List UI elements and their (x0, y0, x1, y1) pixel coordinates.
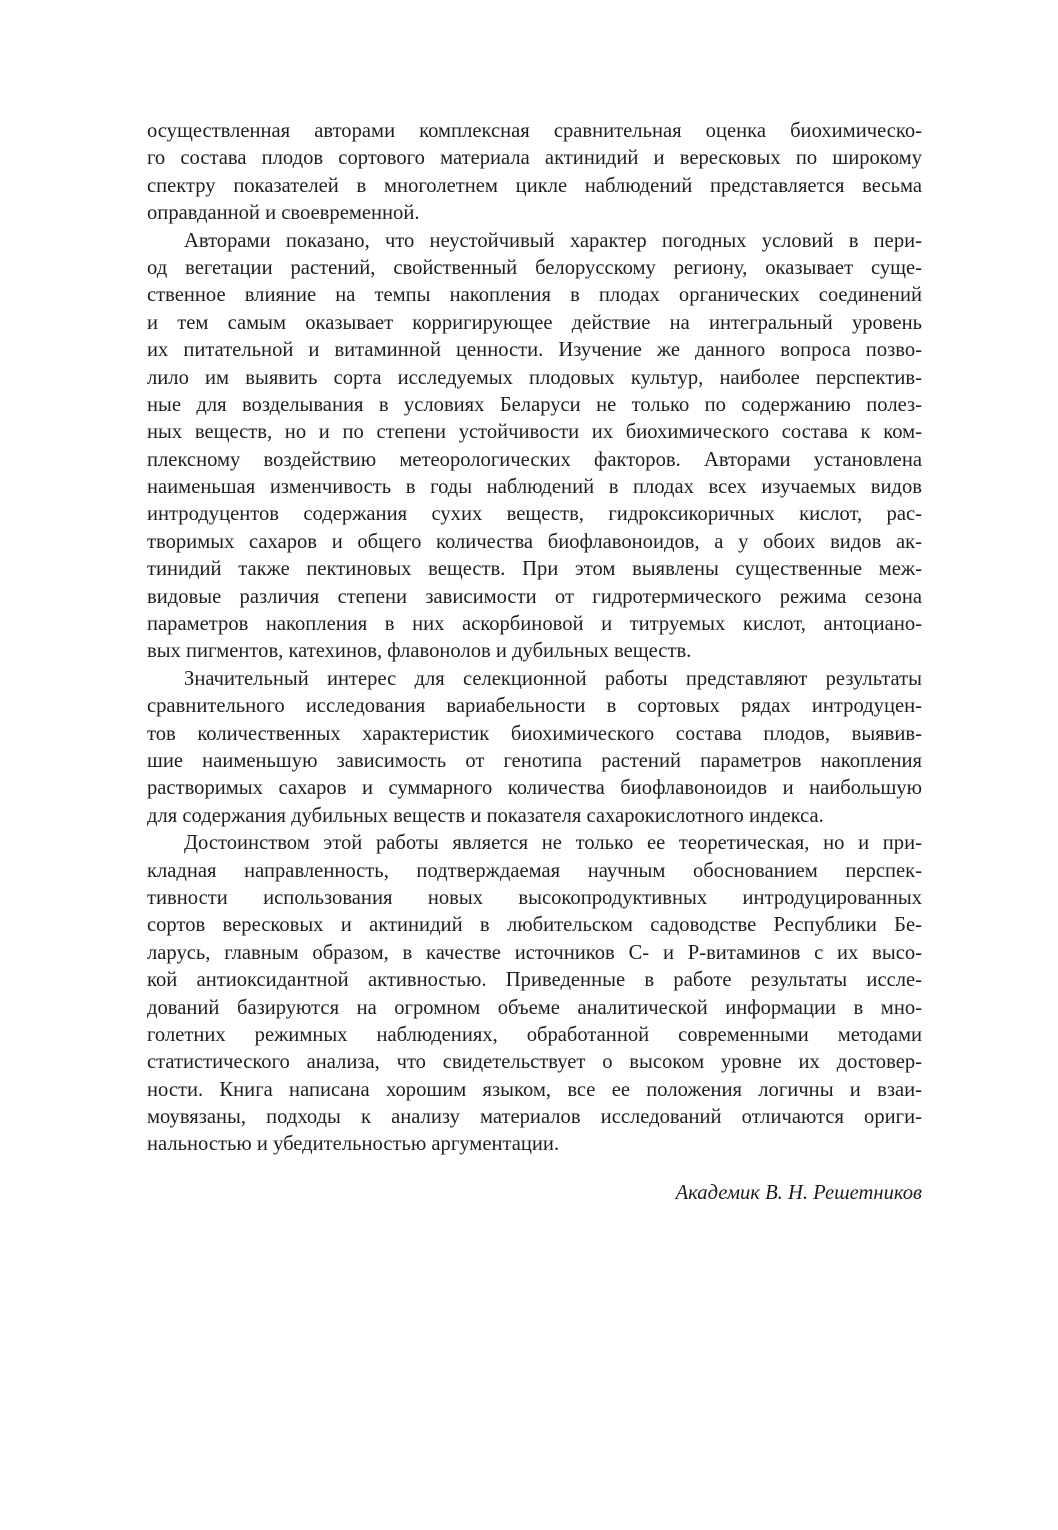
text-line: голетних режимных наблюдениях, обработанной современными методами (147, 1023, 922, 1046)
text-line: оправданной и своевременной. (147, 202, 420, 225)
text-line: сортов вересковых и актинидий в любительском садоводстве Республики Бе- (147, 914, 922, 937)
text-line: статистического анализа, что свидетельствует о высоком уровне их достовер- (147, 1051, 922, 1074)
text-line: параметров накопления в них аскорбиновой и титруемых кислот, антоциано- (147, 613, 922, 636)
paragraph-2 (147, 228, 922, 666)
author-signature: Академик В. Н. Решетников (675, 1182, 922, 1204)
text-line: лило им выявить сорта исследуемых плодовых культур, наиболее перспектив- (147, 366, 922, 389)
text-line: плексному воздействию метеорологических факторов. Авторами установлена (147, 448, 922, 471)
paragraph-1 (147, 118, 922, 228)
text-line: их питательной и витаминной ценности. Изучение же данного вопроса позво- (147, 339, 922, 362)
text-line: осуществленная авторами комплексная сравнительная оценка биохимическо- (147, 120, 922, 142)
text-line: ственное влияние на темпы накопления в плодах органических соединений (147, 284, 922, 307)
text-line: интродуцентов содержания сухих веществ, гидроксикоричных кислот, рас- (147, 503, 922, 526)
text-line: и тем самым оказывает корригирующее действие на интегральный уровень (147, 311, 922, 334)
document-body (147, 118, 922, 1159)
paragraph-3 (147, 666, 922, 830)
text-line: растворимых сахаров и суммарного количества биофлавоноидов и наибольшую (147, 777, 922, 800)
text-line: ных веществ, но и по степени устойчивости их биохимического состава к ком- (147, 421, 922, 444)
text-line: шие наименьшую зависимость от генотипа растений параметров накопления (147, 749, 922, 772)
text-line: тинидий также пектиновых веществ. При этом выявлены существенные меж- (147, 558, 922, 581)
paragraph-4 (147, 830, 922, 1159)
text-line: нальностью и убедительностью аргументации. (147, 1133, 560, 1156)
text-line: кладная направленность, подтверждаемая научным обоснованием перспек- (147, 859, 922, 882)
text-line: го состава плодов сортового материала актинидий и вересковых по широкому (147, 147, 922, 170)
text-line: наименьшая изменчивость в годы наблюдений в плодах всех изучаемых видов (147, 476, 922, 499)
text-line: дований базируются на огромном объеме аналитической информации в мно- (147, 996, 922, 1019)
text-line: Значительный интерес для селекционной работы представляют результаты (184, 667, 922, 690)
text-line: Достоинством этой работы является не только ее теоретическая, но и при- (184, 832, 922, 855)
text-line: ности. Книга написана хорошим языком, все ее положения логичны и взаи- (147, 1078, 922, 1101)
text-line: вых пигментов, катехинов, флавонолов и дубильных веществ. (147, 640, 692, 663)
text-line: моувязаны, подходы к анализу материалов исследований отличаются ориги- (147, 1106, 922, 1129)
text-line: сравнительного исследования вариабельности в сортовых рядах интродуцен- (147, 695, 922, 718)
text-line: творимых сахаров и общего количества биофлавоноидов, а у обоих видов ак- (147, 530, 922, 553)
text-line: ларусь, главным образом, в качестве источников С- и Р-витаминов с их высо- (147, 941, 922, 964)
text-line: тов количественных характеристик биохимического состава плодов, выявив- (147, 722, 922, 745)
text-line: для содержания дубильных веществ и показателя сахарокислотного индекса. (147, 804, 824, 827)
text-line: видовые различия степени зависимости от гидротермического режима сезона (147, 585, 922, 608)
text-line: тивности использования новых высокопродуктивных интродуцированных (147, 886, 922, 909)
text-line: од вегетации растений, свойственный белорусскому региону, оказывает суще- (147, 256, 922, 279)
text-line: ные для возделывания в условиях Беларуси не только по содержанию полез- (147, 393, 922, 416)
text-line: Авторами показано, что неустойчивый характер погодных условий в пери- (184, 229, 922, 252)
text-line: спектру показателей в многолетнем цикле наблюдений представляется весьма (147, 174, 922, 197)
text-line: кой антиоксидантной активностью. Приведенные в работе результаты иссле- (147, 969, 922, 992)
